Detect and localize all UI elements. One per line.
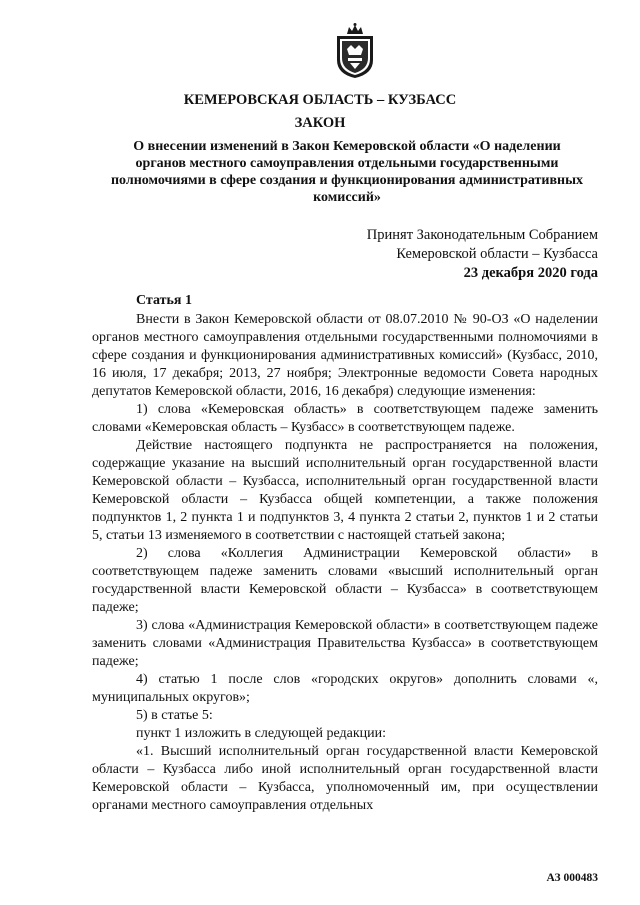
coat-of-arms-icon [333,22,377,80]
law-body [92,292,598,815]
paragraph: 2) слова «Коллегия Администрации Кемеровской области» в соответствующем падеже заменить словами «высший исполнительный орган государственной власти Кемеровской области – Кузбасса» в соответствующем падеже; [92,546,598,615]
document-code: АЗ 000483 [546,872,598,884]
paragraph: Действие настоящего подпункта не распространяется на положения, содержащие указание на высший исполнительный орган государственной власти Кемеровской области – Кузбасса, исполнительный орган государственной власти Кемеровской области – Кузбасса общей компетенции, а также положения подпунктов 1, 2 пункта 1 и подпунктов 3, 4 пункта 2 статьи 2, пунктов 1 и 2 статьи 5, статьи 13 изменяемого в соответствии с настоящей статьей закона; [92,438,598,543]
article-heading: Статья 1 [136,293,192,308]
paragraph: пункт 1 изложить в следующей редакции: [136,726,386,741]
paragraph: 1) слова «Кемеровская область» в соответствующем падеже заменить словами «Кемеровская область – Кузбасс» в соответствующем падеже. [92,402,598,435]
paragraph: Внести в Закон Кемеровской области от 08.07.2010 № 90-ОЗ «О наделении органов местного самоуправления отдельными государственными полномочиями в сфере создания и функционирования административных комиссий» (Кузбасс, 2010, 16 июля, 17 декабря; 2013, 27 ноября; Электронные ведомости Совета народных депутатов Кемеровской области, 2016, 16 декабря) следующие изменения: [92,312,598,399]
adopted-by-body: Кемеровской области – Кузбасса [396,246,598,262]
paragraph: 4) статью 1 после слов «городских округов» дополнить словами «, муниципальных округов»; [92,672,598,705]
document-type: ЗАКОН [294,115,346,131]
law-title: О внесении изменений в Закон Кемеровской области «О наделении органов местного самоуправления отдельными государственными полномочиями в сфере создания и функционирования административных комиссий» [110,139,584,205]
adoption-block [367,226,598,283]
paragraph: 5) в статье 5: [136,708,213,723]
paragraph: «1. Высший исполнительный орган государственной власти Кемеровской области – Кузбасса либо иной исполнительный орган государственной власти Кемеровской области – Кузбасса, уполномоченный им, при осуществлении органами местного самоуправления отдельных [92,744,598,813]
adopted-by-line: Принят Законодательным Собранием [366,227,598,243]
region-title: КЕМЕРОВСКАЯ ОБЛАСТЬ – КУЗБАСС [183,92,457,108]
paragraph: 3) слова «Администрация Кемеровской области» в соответствующем падеже заменить словами «Администрация Правительства Кузбасса» в соответствующем падеже; [92,618,598,669]
adoption-date: 23 декабря 2020 года [463,265,598,281]
